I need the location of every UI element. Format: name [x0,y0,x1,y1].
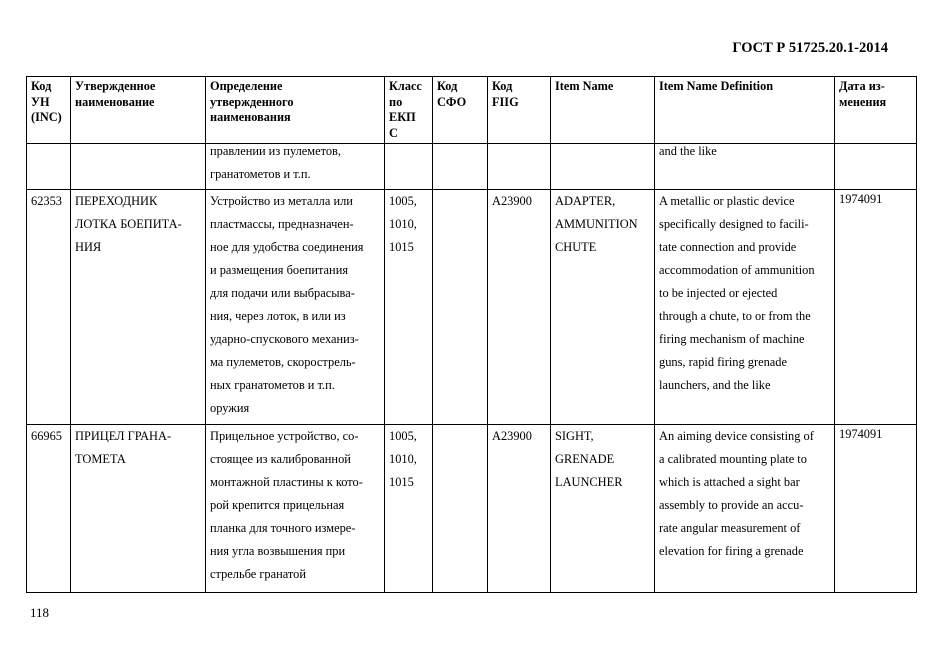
text-line: LAUNCHER [555,475,623,489]
text-line: гранатометов и т.п. [210,167,311,181]
header-text-line: утвержденного [210,94,294,109]
text-line: CHUTE [555,240,597,254]
header-approved-name [71,77,206,144]
text-line: to be injected or ejected [659,286,778,300]
header-item-definition [655,77,835,144]
document-code: ГОСТ Р 51725.20.1-2014 [732,40,888,56]
class-cell [385,425,433,593]
text-line: ТОМЕТА [75,452,126,466]
inc-code: 66965 [31,429,62,443]
text-line: launchers, and the like [659,378,771,392]
text-line: elevation for firing a grenade [659,544,804,558]
text-line: accommodation of ammunition [659,263,815,277]
fiig-code: A23900 [492,429,532,443]
header-text-line: С [389,125,398,140]
fiig-code: A23900 [492,194,532,208]
header-text-line: (INC) [31,110,62,124]
header-text-line: менения [839,94,887,109]
header-inc [27,77,71,144]
text-line: стоящее из калиброванной [210,452,351,466]
text-line: specifically designed to facili- [659,217,809,231]
inc-code: 62353 [31,194,62,208]
class-cell [385,190,433,425]
text-line: 1010, [389,452,417,466]
inc-cell [27,425,71,593]
text-line: firing mechanism of machine [659,332,805,346]
header-text-line: наименование [75,94,155,109]
header-row [27,77,917,144]
header-text-line: Класс [389,79,422,93]
continuation-row [27,144,917,190]
definition-cell [206,144,385,190]
text-line: для подачи или выбрасыва- [210,286,355,300]
text-line: 1015 [389,475,414,489]
text-line: through a chute, to or from the [659,309,811,323]
fiig-cell [488,190,551,425]
header-text-line: Определение [210,79,283,93]
text-line: guns, rapid firing grenade [659,355,787,369]
header-text-line: УН [31,94,50,109]
text-line: монтажной пластины к кото- [210,475,363,489]
text-line: ма пулеметов, скорострель- [210,355,356,369]
item-definition-cell [655,425,835,593]
header-text-line: Код [437,79,458,93]
header-class [385,77,433,144]
table-cell [433,144,488,190]
header-text-line: Утвержденное [75,79,156,93]
text-line: стрельбе гранатой [210,567,306,581]
header-text-line: Item Name Definition [659,79,774,93]
text-line: ЛОТКА БОЕПИТА- [75,217,182,231]
item-definition-cell [655,190,835,425]
text-line: and the like [659,144,717,158]
definition-cell [206,425,385,593]
text-line: рой крепится прицельная [210,498,345,512]
inc-cell [27,190,71,425]
header-item-name [551,77,655,144]
text-line: и размещения боепитания [210,263,349,277]
header-text-line: ЕКП [389,110,416,124]
text-line: Устройство из металла или [210,194,353,208]
text-line: An aiming device consisting of [659,429,814,443]
text-line: правлении из пулеметов, [210,144,342,158]
sfo-cell [433,190,488,425]
header-date [835,77,917,144]
text-line: ния угла возвышения при [210,544,346,558]
text-line: GRENADE [555,452,615,466]
text-line: планка для точного измере- [210,521,356,535]
text-line: ПЕРЕХОДНИК [75,194,158,208]
text-line: which is attached a sight bar [659,475,800,489]
text-line: 1005, [389,194,417,208]
header-sfo [433,77,488,144]
page-number: 118 [30,605,50,620]
text-line: оружия [210,401,250,415]
text-line: ное для удобства соединения [210,240,364,254]
text-line: a calibrated mounting plate to [659,452,807,466]
item-name-cell [551,190,655,425]
header-text-line: наименования [210,110,291,124]
table-row [27,190,917,425]
catalog-table [26,76,917,593]
text-line: 1010, [389,217,417,231]
sfo-code [437,425,483,448]
text-line: ния, через лоток, в или из [210,309,346,323]
item-name-cell [551,425,655,593]
change-date: 1974091 [839,192,883,206]
header-text-line: Item Name [555,79,614,93]
header-text-line: Дата из- [839,79,885,93]
table-cell [71,144,206,190]
text-line: ударно-спускового механиз- [210,332,359,346]
table-cell [835,144,917,190]
text-line: ПРИЦЕЛ ГРАНА- [75,429,172,443]
sfo-code [437,190,483,213]
text-line: ных гранатометов и т.п. [210,378,335,392]
text-line: AMMUNITION [555,217,638,231]
header-definition [206,77,385,144]
date-cell [835,425,917,593]
header-text-line: по [389,94,403,109]
text-line: НИЯ [75,240,102,254]
table-row [27,425,917,593]
text-line: 1005, [389,429,417,443]
table-cell [488,144,551,190]
approved-name-cell [71,190,206,425]
approved-name-cell [71,425,206,593]
table-cell [27,144,71,190]
text-line: rate angular measurement of [659,521,801,535]
text-line: пластмассы, предназначен- [210,217,354,231]
text-line: tate connection and provide [659,240,797,254]
text-line: 1015 [389,240,414,254]
sfo-cell [433,425,488,593]
header-text-line: Код [492,79,513,93]
text-line: ADAPTER, [555,194,616,208]
table-cell [551,144,655,190]
change-date: 1974091 [839,427,883,441]
header-text-line: СФО [437,94,467,109]
text-line: A metallic or plastic device [659,194,795,208]
item-definition-cell [655,144,835,190]
header-text-line: FIIG [492,94,519,109]
text-line: SIGHT, [555,429,594,443]
fiig-cell [488,425,551,593]
text-line: Прицельное устройство, со- [210,429,359,443]
header-text-line: Код [31,79,52,93]
text-line: assembly to provide an accu- [659,498,804,512]
definition-cell [206,190,385,425]
table-cell [385,144,433,190]
date-cell [835,190,917,425]
header-fiig [488,77,551,144]
